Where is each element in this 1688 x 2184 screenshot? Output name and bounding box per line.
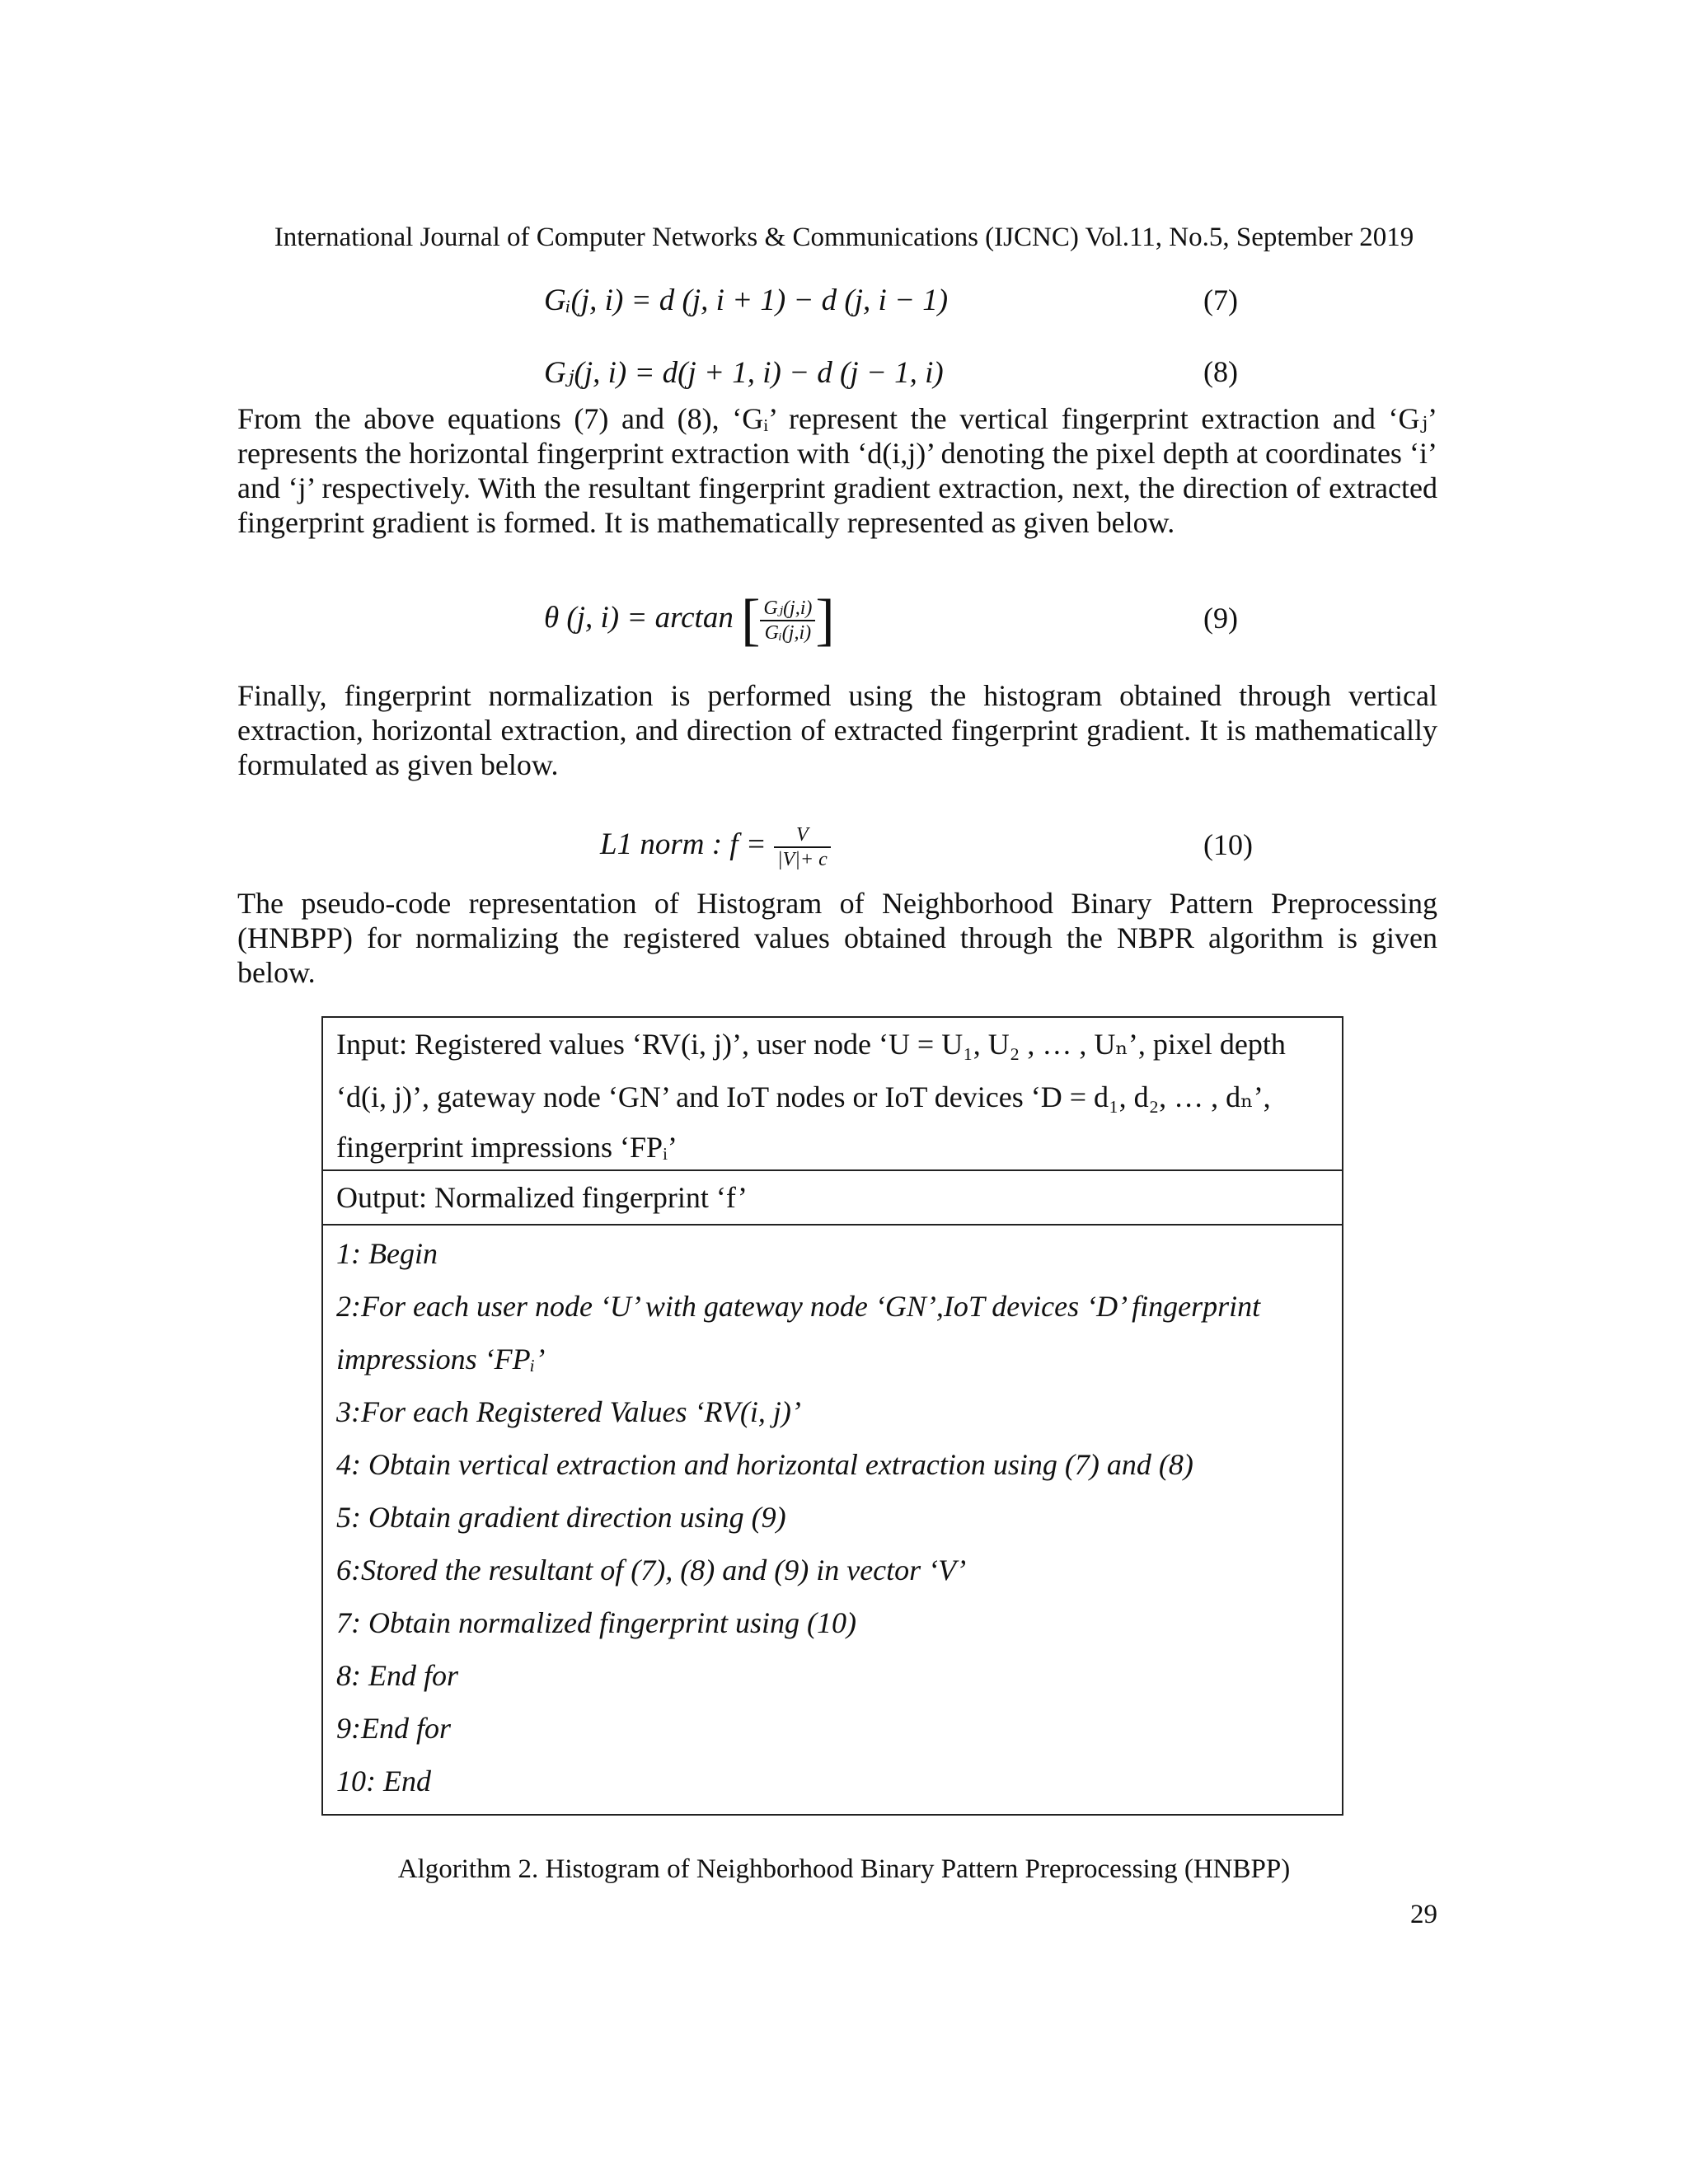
right-bracket: ] (815, 588, 835, 652)
algorithm-step: 1: Begin (336, 1237, 438, 1270)
algorithm-steps (323, 1226, 1342, 1816)
algorithm-input (323, 1018, 1342, 1171)
algorithm-output (323, 1171, 1342, 1226)
algorithm-caption: Algorithm 2. Histogram of Neighborhood Binary Pattern Preprocessing (HNBPP) (397, 1854, 1291, 1884)
equation-9-number: (9) (1203, 602, 1238, 635)
algorithm-box (321, 1016, 1343, 1816)
paragraph-3: The pseudo-code representation of Histogram of Neighborhood Binary Pattern Preprocessing (HNBPP) for normalizing the registered values obtained through the NBPR algorithm is given below. (237, 887, 1437, 989)
algorithm-step: 9:End for (336, 1712, 451, 1745)
left-bracket: [ (741, 588, 761, 652)
equation-10-numerator: V (774, 823, 831, 848)
equation-7 (0, 283, 1688, 340)
equation-8-number: (8) (1203, 355, 1238, 388)
equation-10-fraction (774, 823, 831, 871)
equation-9-numerator: Gⱼ(j,i) (760, 597, 815, 621)
equation-9-lhs: θ (j, i) = arctan (544, 601, 734, 635)
equation-8-formula: Gⱼ(j, i) = d(j + 1, i) − d (j − 1, i) (544, 356, 944, 390)
page-number: 29 (1410, 1900, 1437, 1929)
equation-7-number: (7) (1203, 284, 1238, 316)
algorithm-input-line: Input: Registered values ‘RV(i, j)’, user node ‘U = U₁, U₂ , … , Uₙ’, pixel depth (336, 1028, 1286, 1061)
paragraph-2: Finally, fingerprint normalization is performed using the histogram obtained through vertical extraction, horizontal extraction, and direction of extracted fingerprint gradient. It is mathematically formulated as given below. (237, 679, 1437, 781)
algorithm-step: 2:For each user node ‘U’ with gateway node ‘GN’,IoT devices ‘D’ fingerprint (336, 1290, 1261, 1323)
algorithm-step: impressions ‘FPᵢ’ (336, 1343, 546, 1376)
equation-10-denominator: |V|+ c (777, 848, 828, 870)
algorithm-step: 5: Obtain gradient direction using (9) (336, 1501, 786, 1534)
algorithm-step: 8: End for (336, 1659, 458, 1692)
equation-10-lhs: L1 norm : f = (600, 827, 767, 861)
equation-9-denominator: Gᵢ(j,i) (764, 621, 812, 644)
algorithm-step: 7: Obtain normalized fingerprint using (10) (336, 1606, 856, 1639)
algorithm-step: 6:Stored the resultant of (7), (8) and (9) in vector ‘V’ (336, 1554, 967, 1586)
equation-7-formula: Gᵢ(j, i) = d (j, i + 1) − d (j, i − 1) (544, 284, 949, 317)
algorithm-input-line: ‘d(i, j)’, gateway node ‘GN’ and IoT nodes or IoT devices ‘D = d₁, d₂, … , dₙ’, (336, 1080, 1271, 1113)
equation-10-number: (10) (1203, 828, 1253, 861)
algorithm-input-line: fingerprint impressions ‘FPᵢ’ (336, 1131, 678, 1164)
algorithm-step: 10: End (336, 1765, 431, 1797)
equation-10 (0, 812, 1688, 878)
equation-9-fraction (760, 597, 815, 644)
equation-9 (0, 585, 1688, 651)
equation-9-formula (544, 585, 835, 651)
algorithm-output-line: Output: Normalized fingerprint ‘f’ (336, 1181, 748, 1214)
paragraph-1: From the above equations (7) and (8), ‘Gᵢ’ represent the vertical fingerprint extraction and ‘Gⱼ’ represents the horizontal fingerprint extraction with ‘d(i,j)’ denoting the pixel depth at coordinates ‘i’ and ‘j’ respectively. With the resultant fingerprint gradient extraction, next, the direction of extracted fingerprint gradient is formed. It is mathematically represented as given below. (237, 402, 1437, 539)
journal-header: International Journal of Computer Networks & Communications (IJCNC) Vol.11, No.5, September 2019 (274, 223, 1414, 252)
algorithm-step: 3:For each Registered Values ‘RV(i, j)’ (336, 1395, 801, 1428)
equation-10-formula (600, 812, 831, 878)
algorithm-step: 4: Obtain vertical extraction and horizontal extraction using (7) and (8) (336, 1448, 1193, 1481)
